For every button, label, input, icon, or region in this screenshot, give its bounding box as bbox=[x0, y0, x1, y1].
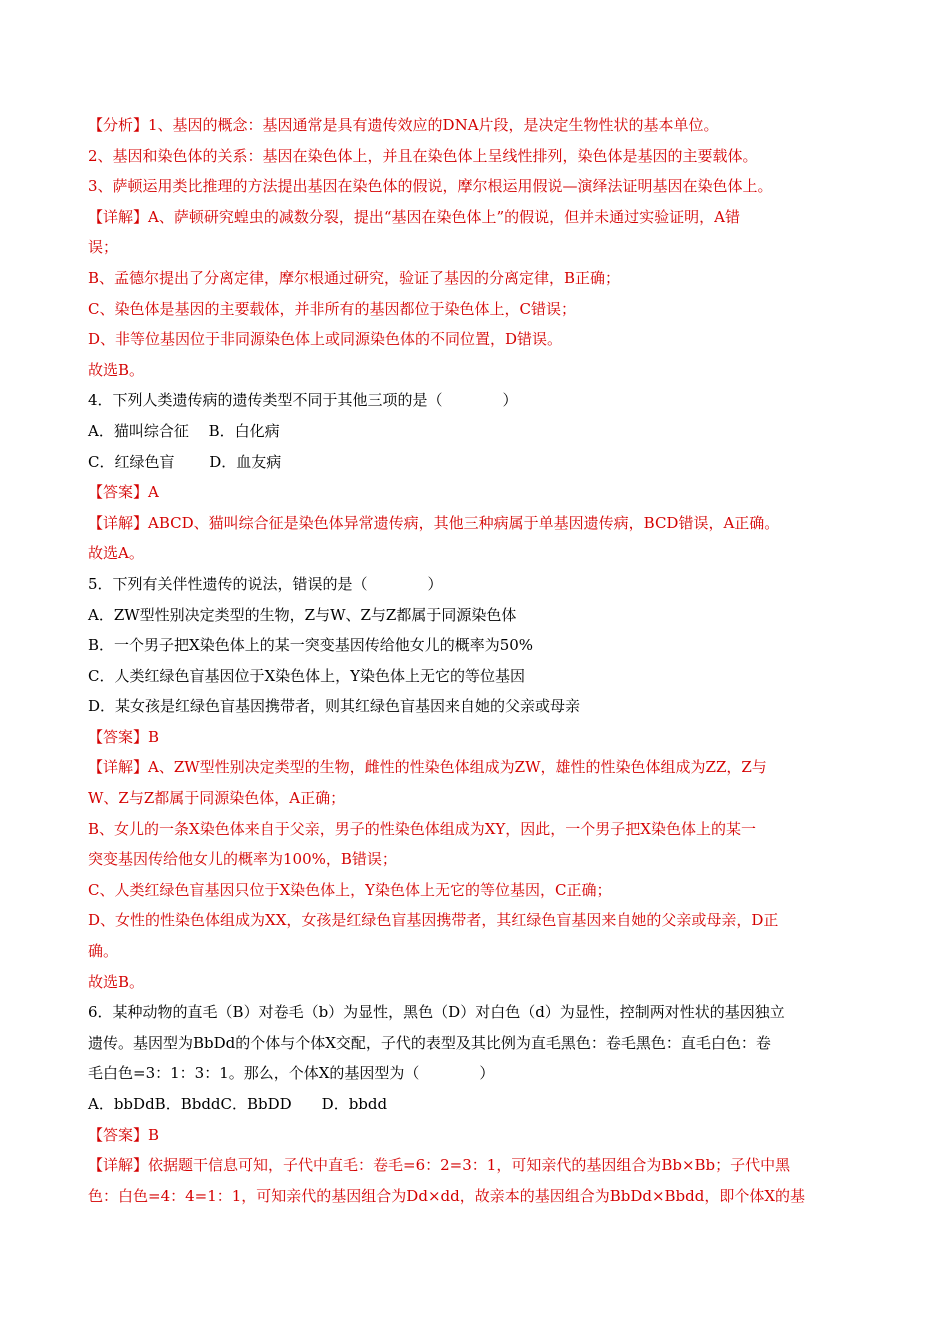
question-4-options-cd: C．红绿色盲 D．血友病 bbox=[88, 452, 282, 471]
question-5-detail-d-1: D、女性的性染色体组成为XX，女孩是红绿色盲基因携带者，其红绿色盲基因来自她的父亲或母亲，D正 bbox=[88, 911, 779, 930]
choose-answer-4: 故选A。 bbox=[88, 544, 144, 563]
choose-answer-5: 故选B。 bbox=[88, 972, 145, 991]
question-4-stem: 4．下列人类遗传病的遗传类型不同于其他三项的是（ ） bbox=[88, 391, 518, 410]
question-6-answer: 【答案】B bbox=[88, 1125, 160, 1144]
detail-line-1: 【详解】A、萨顿研究蝗虫的减数分裂，提出“基因在染色体上”的假说，但并未通过实验证明，A错 bbox=[88, 207, 741, 226]
question-5-detail-c: C、人类红绿色盲基因只位于X染色体上，Y染色体上无它的等位基因，C正确； bbox=[88, 880, 612, 899]
question-5-detail-b-2: 突变基因传给他女儿的概率为100%，B错误； bbox=[88, 850, 397, 869]
question-5-option-a: A．ZW型性别决定类型的生物，Z与W、Z与Z都属于同源染色体 bbox=[88, 605, 517, 624]
choose-answer-3: 故选B。 bbox=[88, 360, 145, 379]
question-6-options: A．bbDdB．BbddC．BbDD D．bbdd bbox=[88, 1095, 388, 1113]
question-5-detail-a-2: W、Z与Z都属于同源染色体，A正确； bbox=[88, 789, 346, 808]
question-5-option-c: C．人类红绿色盲基因位于X染色体上，Y染色体上无它的等位基因 bbox=[88, 666, 526, 685]
question-5-stem: 5．下列有关伴性遗传的说法，错误的是（ ） bbox=[88, 574, 443, 593]
question-6-stem-2: 遗传。基因型为BbDd的个体与个体X交配，子代的表型及其比例为直毛黑色：卷毛黑色：直毛白色：卷 bbox=[88, 1033, 771, 1052]
analysis-line-1: 【分析】1、基因的概念：基因通常是具有遗传效应的DNA片段，是决定生物性状的基本单位。 bbox=[88, 116, 719, 134]
question-5-option-b: B．一个男子把X染色体上的某一突变基因传给他女儿的概率为50% bbox=[88, 636, 534, 655]
question-5-option-d: D．某女孩是红绿色盲基因携带者，则其红绿色盲基因来自她的父亲或母亲 bbox=[88, 697, 581, 716]
question-5-detail-a-1: 【详解】A、ZW型性别决定类型的生物，雌性的性染色体组成为ZW，雄性的性染色体组成为ZZ，Z与 bbox=[88, 758, 767, 777]
question-6-detail-1: 【详解】依据题干信息可知，子代中直毛：卷毛=6：2=3：1，可知亲代的基因组合为Bb×Bb；子代中黑 bbox=[88, 1156, 791, 1175]
analysis-line-3: 3、萨顿运用类比推理的方法提出基因在染色体的假说，摩尔根运用假说—演绎法证明基因在染色体上。 bbox=[88, 177, 773, 196]
question-5-answer: 【答案】B bbox=[88, 727, 160, 746]
analysis-line-2: 2、基因和染色体的关系：基因在染色体上，并且在染色体上呈线性排列，染色体是基因的主要载体。 bbox=[88, 146, 758, 165]
detail-line-d: D、非等位基因位于非同源染色体上或同源染色体的不同位置，D错误。 bbox=[88, 330, 563, 349]
document-body bbox=[88, 110, 866, 1211]
question-6-stem-1: 6．某种动物的直毛（B）对卷毛（b）为显性，黑色（D）对白色（d）为显性，控制两对性状的基因独立 bbox=[88, 1003, 785, 1022]
question-4-options-ab: A．猫叫综合征 B．白化病 bbox=[88, 421, 280, 440]
detail-line-2: 误； bbox=[88, 238, 119, 257]
detail-line-b: B、孟德尔提出了分离定律，摩尔根通过研究，验证了基因的分离定律，B正确； bbox=[88, 268, 621, 287]
question-6-detail-2: 色：白色=4：4=1：1，可知亲代的基因组合为Dd×dd，故亲本的基因组合为BbDd×Bbdd，即个体X的基 bbox=[88, 1186, 806, 1205]
question-5-detail-d-2: 确。 bbox=[88, 942, 119, 961]
question-6-stem-3: 毛白色=3：1：3：1。那么，个体X的基因型为（ ） bbox=[88, 1064, 495, 1083]
detail-line-c: C、染色体是基因的主要载体，并非所有的基因都位于染色体上，C错误； bbox=[88, 299, 576, 318]
question-4-detail: 【详解】ABCD、猫叫综合征是染色体异常遗传病，其他三种病属于单基因遗传病，BCD错误，A正确。 bbox=[88, 513, 780, 532]
question-4-answer: 【答案】A bbox=[88, 483, 159, 502]
question-5-detail-b-1: B、女儿的一条X染色体来自于父亲，男子的性染色体组成为XY，因此，一个男子把X染色体上的某一 bbox=[88, 819, 756, 838]
